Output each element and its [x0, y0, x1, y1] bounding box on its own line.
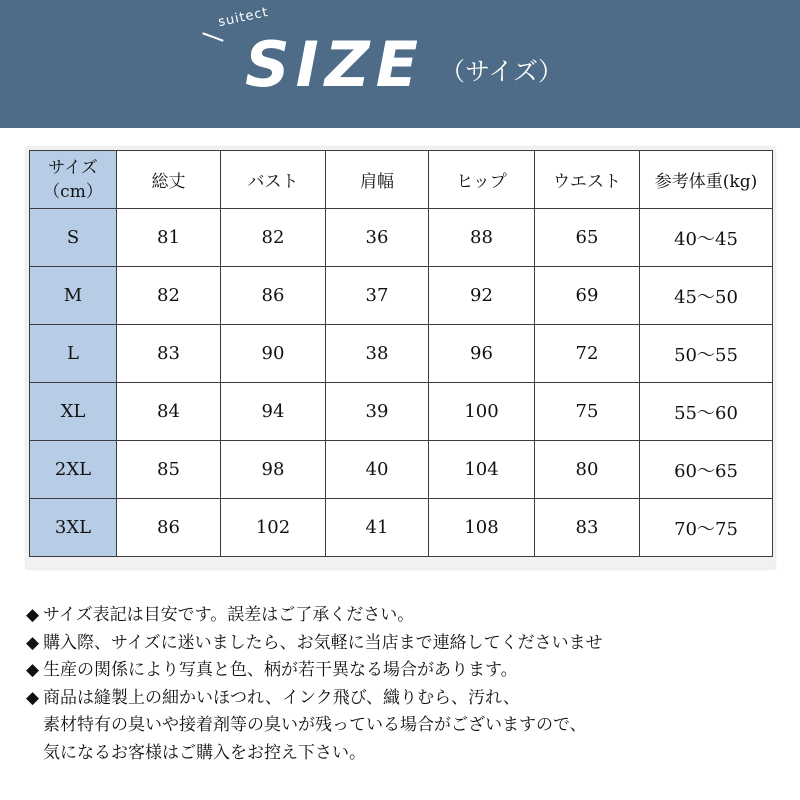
diamond-icon: ◆ [26, 687, 40, 708]
notes-section [26, 602, 796, 767]
table-cell: 98 [221, 441, 326, 499]
diamond-icon: ◆ [26, 632, 40, 653]
note-item [26, 630, 796, 658]
note-continuation: 素材特有の臭いや接着剤等の臭いが残っている場合がございますので、 [43, 715, 587, 735]
table-row [30, 383, 773, 441]
note-text: 商品は縫製上の細かいほつれ、インク飛び、織りむら、汚れ、 [43, 687, 521, 708]
table-cell: 102 [221, 499, 326, 557]
note-item [26, 657, 796, 685]
table-cell: 85 [117, 441, 221, 499]
brand-underline [202, 32, 223, 41]
table-cell: 72 [535, 325, 640, 383]
diamond-icon: ◆ [26, 605, 40, 625]
table-row [30, 325, 773, 383]
table-cell: 88 [429, 209, 535, 267]
table-cell: 92 [429, 267, 535, 325]
size-title: SIZE [245, 28, 425, 101]
column-header: 総丈 [117, 151, 221, 209]
table-cell: 104 [429, 441, 535, 499]
table-cell: 83 [535, 499, 640, 557]
table-row [30, 267, 773, 325]
table-header-row [30, 151, 773, 209]
row-size-label: M [30, 267, 117, 325]
table-cell: 37 [326, 267, 429, 325]
size-unit-header [30, 151, 117, 209]
table-cell: 86 [117, 499, 221, 557]
table-cell: 94 [221, 383, 326, 441]
table-cell: 41 [326, 499, 429, 557]
row-size-label: XL [30, 383, 117, 441]
note-continuation: 気になるお客様はご購入をお控え下さい。 [43, 742, 366, 763]
table-cell: 70～75 [640, 499, 773, 557]
note-item [26, 685, 796, 713]
diamond-icon: ◆ [26, 660, 40, 680]
table-row [30, 499, 773, 557]
note-text: サイズ表記は目安です。誤差はご了承ください。 [43, 605, 415, 625]
brand-name: suitect [216, 4, 270, 31]
table-cell: 40 [326, 441, 429, 499]
table-cell: 82 [117, 267, 221, 325]
row-size-label: 2XL [30, 441, 117, 499]
unit-header-label: （cm） [43, 181, 103, 202]
table-cell: 82 [221, 209, 326, 267]
row-size-label: L [30, 325, 117, 383]
header-banner [0, 0, 800, 128]
note-text: 生産の関係により写真と色、柄が若干異なる場合があります。 [43, 660, 518, 680]
size-table [29, 150, 773, 557]
table-cell: 86 [221, 267, 326, 325]
column-header: ウエスト [535, 151, 640, 209]
table-cell: 50～55 [640, 325, 773, 383]
table-cell: 55～60 [640, 383, 773, 441]
table-row [30, 209, 773, 267]
table-cell: 90 [221, 325, 326, 383]
table-cell: 65 [535, 209, 640, 267]
row-size-label: 3XL [30, 499, 117, 557]
table-cell: 45～50 [640, 267, 773, 325]
table-cell: 39 [326, 383, 429, 441]
size-subtitle: （サイズ） [440, 57, 564, 86]
size-header-label: サイズ [48, 157, 98, 178]
table-cell: 75 [535, 383, 640, 441]
table-cell: 69 [535, 267, 640, 325]
table-cell: 84 [117, 383, 221, 441]
table-cell: 96 [429, 325, 535, 383]
table-cell: 83 [117, 325, 221, 383]
row-size-label: S [30, 209, 117, 267]
table-cell: 80 [535, 441, 640, 499]
table-cell: 81 [117, 209, 221, 267]
note-text: 購入際、サイズに迷いましたら、お気軽に当店まで連絡してくださいませ [43, 632, 603, 653]
table-cell: 108 [429, 499, 535, 557]
table-cell: 38 [326, 325, 429, 383]
column-header: バスト [221, 151, 326, 209]
table-cell: 100 [429, 383, 535, 441]
note-item [26, 602, 796, 630]
column-header: ヒップ [429, 151, 535, 209]
column-header: 参考体重(kg) [640, 151, 773, 209]
table-cell: 40～45 [640, 209, 773, 267]
column-header: 肩幅 [326, 151, 429, 209]
table-cell: 36 [326, 209, 429, 267]
table-cell: 60～65 [640, 441, 773, 499]
table-row [30, 441, 773, 499]
